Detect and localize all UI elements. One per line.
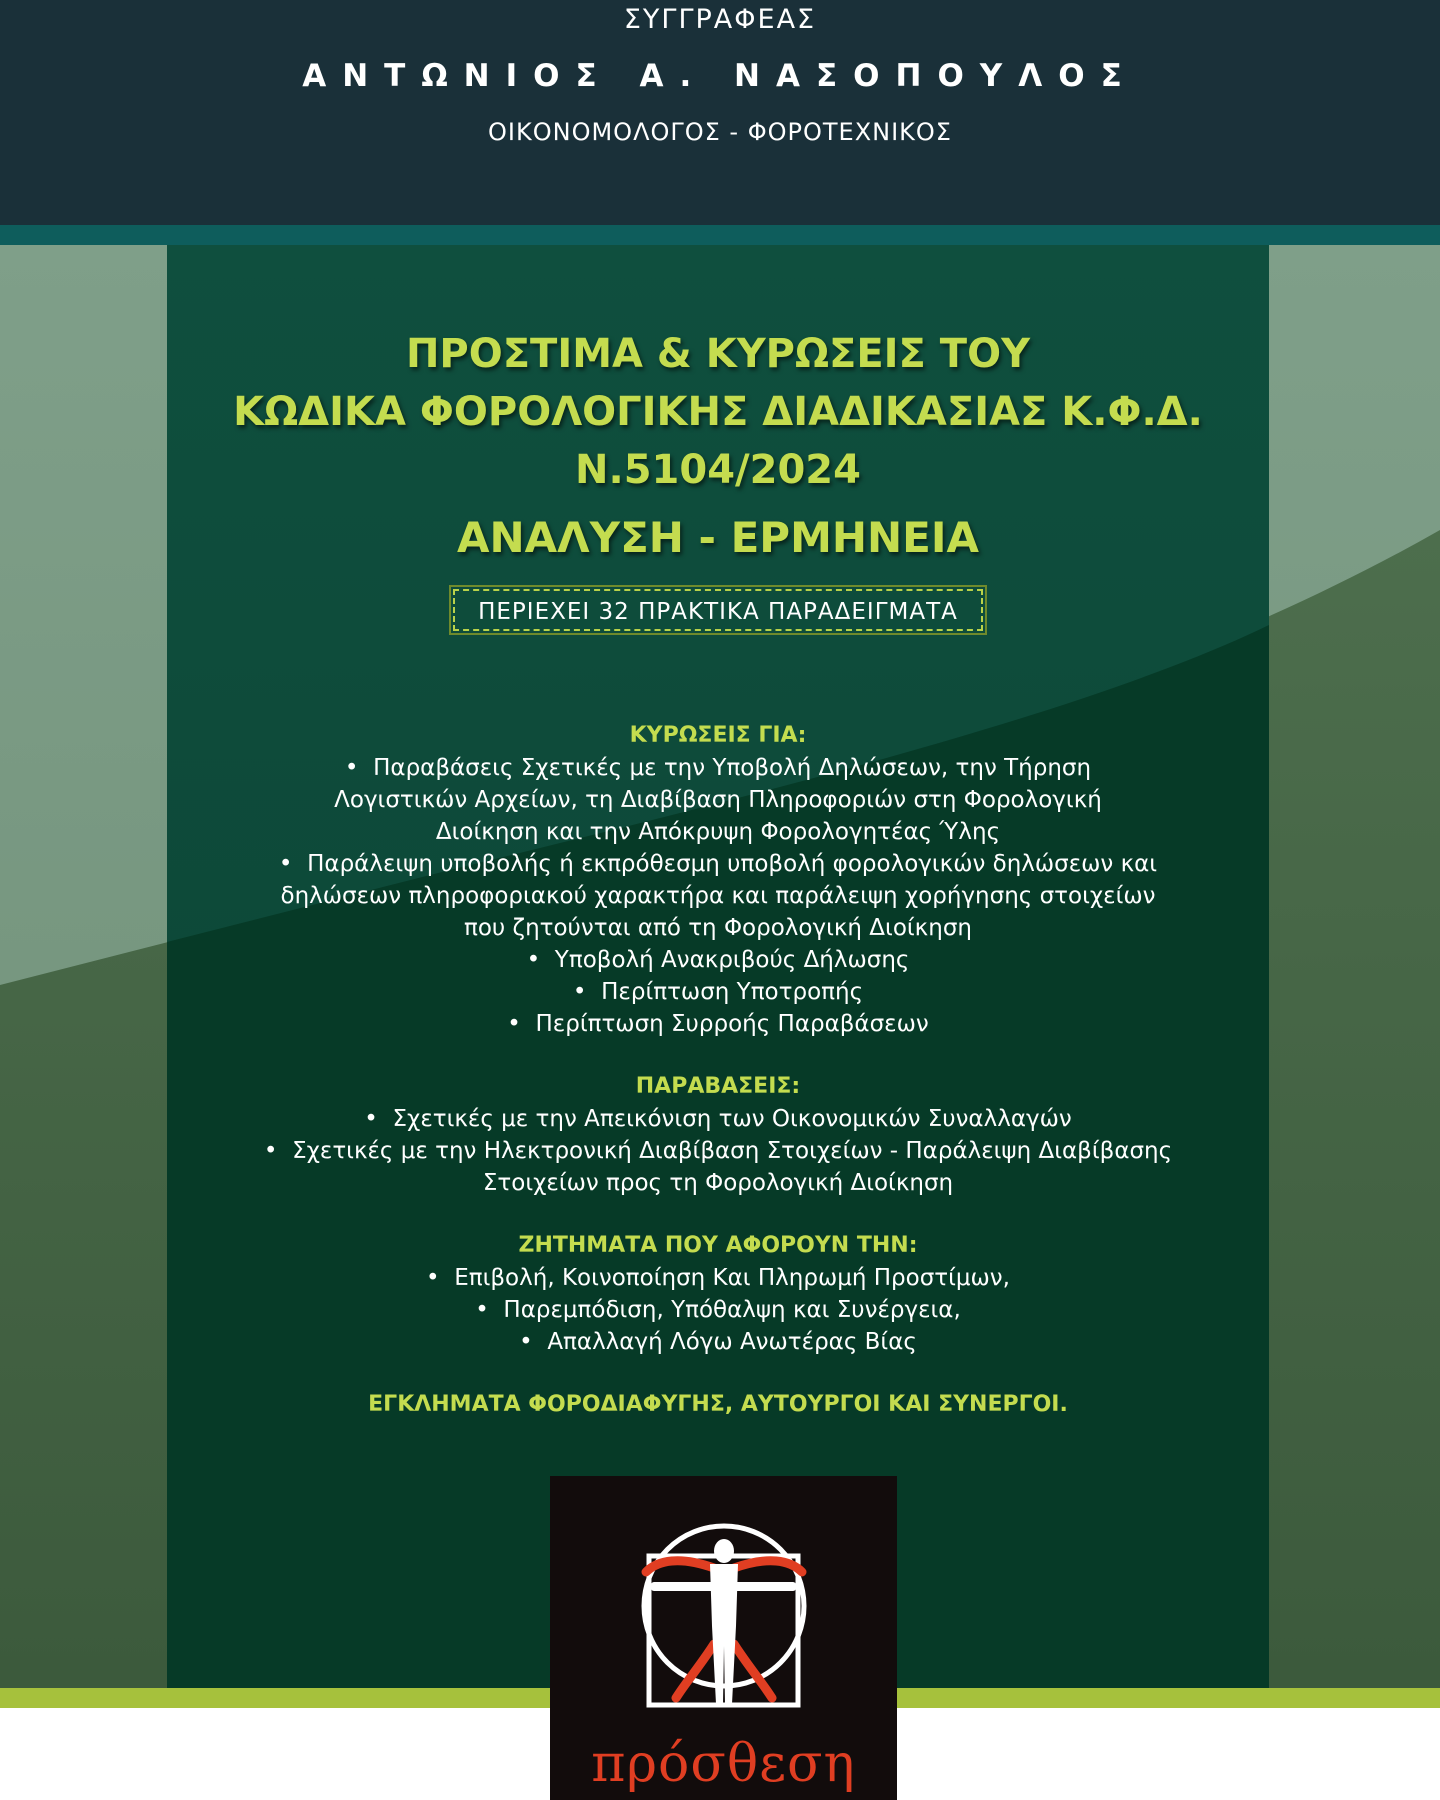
teal-stripe (0, 225, 1440, 245)
title-line-3: Ν.5104/2024 (575, 447, 861, 493)
author-role: ΟΙΚΟΝΟΜΟΛΟΓΟΣ - ΦΟΡΟΤΕΧΝΙΚΟΣ (488, 118, 952, 146)
list-item: • Επιβολή, Κοινοποίηση Και Πληρωμή Προστίμων, (167, 1262, 1269, 1294)
list-item: • Περίπτωση Υποτροπής (167, 976, 1269, 1008)
list-item: • Παραβάσεις Σχετικές με την Υποβολή Δηλώσεων, την Τήρηση Λογιστικών Αρχείων, τη Διαβίβαση Πληροφοριών στη Φορολογική Διοίκηση και την Απόκρυψη Φορολογητέας Ύλης (167, 752, 1269, 848)
sanctions-heading: ΚΥΡΩΣΕΙΣ ΓΙΑ: (629, 723, 807, 748)
publisher-logo (550, 1476, 897, 1800)
list-item: • Υποβολή Ανακριβούς Δήλωσης (167, 944, 1269, 976)
list-item: • Περίπτωση Συρροής Παραβάσεων (167, 1008, 1269, 1040)
list-item: • Απαλλαγή Λόγω Ανωτέρας Βίας (167, 1326, 1269, 1358)
header-band (0, 0, 1440, 225)
author-name: ΑΝΤΩΝΙΟΣ Α. ΝΑΣΟΠΟΥΛΟΣ (302, 58, 1138, 94)
author-label: ΣΥΓΓΡΑΦΕΑΣ (623, 4, 817, 35)
examples-badge: ΠΕΡΙΕΧΕΙ 32 ΠΡΑΚΤΙΚΑ ΠΑΡΑΔΕΙΓΜΑΤΑ (453, 589, 983, 631)
book-subtitle: ΑΝΑΛΥΣΗ - ΕΡΜΗΝΕΙΑ (457, 513, 979, 562)
violations-heading: ΠΑΡΑΒΑΣΕΙΣ: (635, 1074, 801, 1099)
list-item: • Σχετικές με την Απεικόνιση των Οικονομικών Συναλλαγών (167, 1103, 1269, 1135)
book-title (167, 325, 1269, 499)
list-item: • Παράλειψη υποβολής ή εκπρόθεσμη υποβολή φορολογικών δηλώσεων και δηλώσεων πληροφοριακού χαρακτήρα και παράλειψη χορήγησης στοιχείων που ζητούνται από τη Φορολογική Διοίκηση (167, 848, 1269, 944)
contents-list (167, 720, 1269, 1421)
issues-heading: ΖΗΤΗΜΑΤΑ ΠΟΥ ΑΦΟΡΟΥΝ ΤΗΝ: (518, 1233, 918, 1258)
list-item: • Παρεμπόδιση, Υπόθαλψη και Συνέργεια, (167, 1294, 1269, 1326)
vitruvian-man-icon (550, 1476, 897, 1716)
list-item: • Σχετικές με την Ηλεκτρονική Διαβίβαση Στοιχείων - Παράλειψη Διαβίβασης Στοιχείων προς τη Φορολογική Διοίκηση (167, 1135, 1269, 1199)
publisher-name: πρόσθεση (591, 1734, 856, 1794)
main-panel (167, 245, 1269, 1688)
title-line-1: ΠΡΟΣΤΙΜΑ & ΚΥΡΩΣΕΙΣ ΤΟΥ (405, 331, 1031, 377)
title-line-2: ΚΩΔΙΚΑ ΦΟΡΟΛΟΓΙΚΗΣ ΔΙΑΔΙΚΑΣΙΑΣ Κ.Φ.Δ. (233, 389, 1203, 435)
closing-line: ΕΓΚΛΗΜΑΤΑ ΦΟΡΟΔΙΑΦΥΓΗΣ, ΑΥΤΟΥΡΓΟΙ ΚΑΙ ΣΥΝΕΡΓΟΙ. (368, 1392, 1068, 1417)
